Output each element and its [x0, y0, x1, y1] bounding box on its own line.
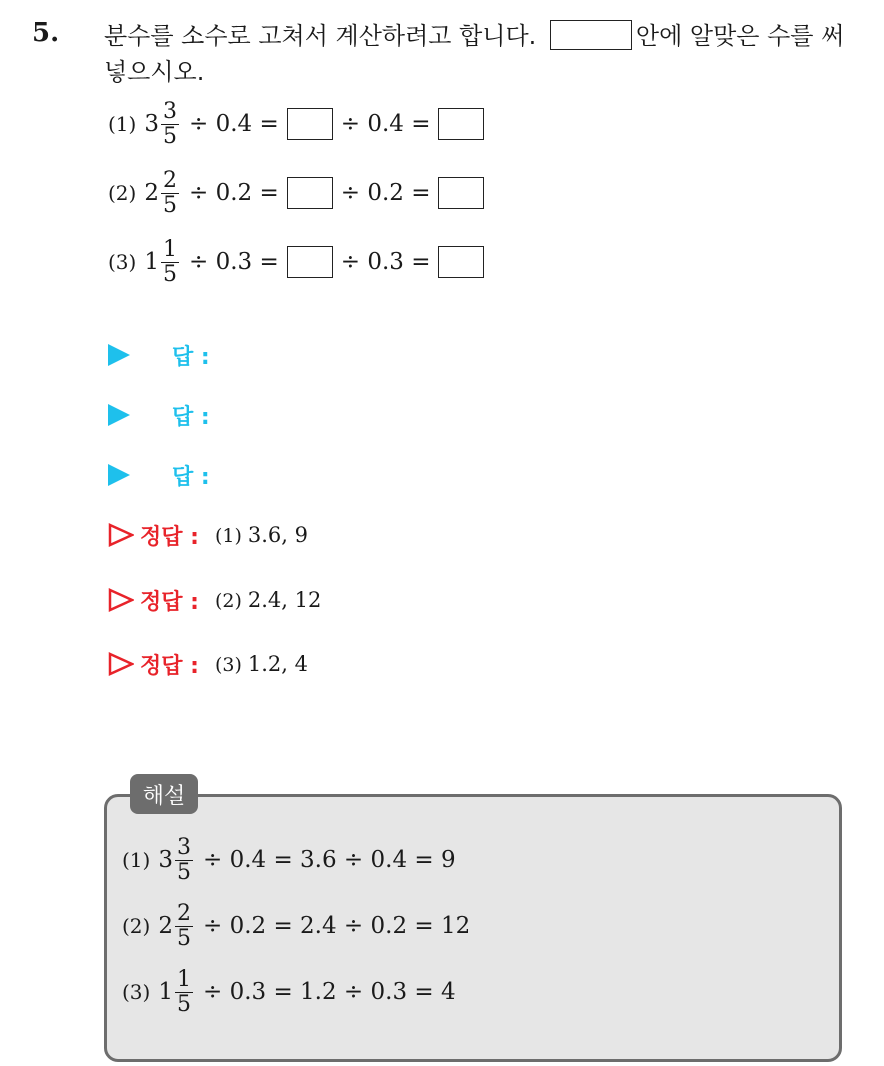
operation-text: ÷ 0.3 = — [340, 249, 431, 275]
problem-label: (2) — [108, 181, 137, 205]
problem-label: (1) — [108, 112, 137, 136]
fraction-numerator: 2 — [162, 167, 177, 193]
answer-key-part: (2) — [214, 590, 242, 612]
fraction-numerator: 3 — [162, 98, 177, 124]
answer-key-value — [215, 523, 308, 547]
answer-line-2 — [108, 400, 210, 430]
answer-label: 답 : — [172, 404, 210, 430]
answer-key-row-2 — [108, 583, 321, 617]
explanation-label: (2) — [122, 914, 151, 938]
explanation-equation: ÷ 0.3 = 1.2 ÷ 0.3 = 4 — [202, 979, 456, 1005]
triangle-marker-icon — [108, 344, 130, 366]
explanation-label: (3) — [122, 980, 151, 1004]
answer-key-row-1 — [108, 518, 308, 552]
fraction-denominator: 5 — [176, 991, 191, 1017]
answer-key-label: 정답 : — [140, 653, 199, 679]
answer-label: 답 : — [172, 344, 210, 370]
mixed-whole: 3 — [144, 111, 159, 137]
operation-text: ÷ 0.4 = — [340, 111, 431, 137]
mixed-whole: 2 — [158, 913, 173, 939]
question-number: 5. — [32, 18, 60, 48]
answer-key-row-3 — [108, 647, 308, 681]
problem-label: (3) — [108, 250, 137, 274]
explanation-row-3 — [122, 964, 456, 1020]
triangle-marker-icon — [108, 464, 130, 486]
fraction-numerator: 1 — [176, 966, 191, 992]
answer-blank-1[interactable] — [287, 246, 333, 278]
explanation-equation: ÷ 0.2 = 2.4 ÷ 0.2 = 12 — [202, 913, 471, 939]
answer-key-value — [215, 588, 321, 612]
fraction-denominator: 5 — [162, 123, 177, 149]
question-text — [104, 18, 864, 90]
fraction-numerator: 1 — [162, 236, 177, 262]
explanation-row-1 — [122, 832, 456, 888]
answer-line-3 — [108, 460, 210, 490]
answer-key-number: 1.2, 4 — [247, 652, 308, 676]
answer-key-label: 정답 : — [140, 524, 199, 550]
answer-label: 답 : — [172, 464, 210, 490]
fraction-denominator: 5 — [176, 859, 191, 885]
problem-row-1 — [108, 96, 492, 152]
outline-triangle-icon — [108, 523, 134, 547]
problem-row-2 — [108, 165, 492, 221]
triangle-marker-icon — [108, 404, 130, 426]
mixed-whole: 1 — [144, 249, 159, 275]
fraction-numerator: 3 — [176, 834, 191, 860]
outline-triangle-icon — [108, 588, 134, 612]
answer-key-part: (3) — [214, 654, 242, 676]
fraction — [175, 968, 193, 1017]
mixed-whole: 2 — [144, 180, 159, 206]
fraction-denominator: 5 — [162, 261, 177, 287]
blank-box-example — [550, 20, 632, 50]
fraction-denominator: 5 — [176, 925, 191, 951]
explanation-label: (1) — [122, 848, 151, 872]
fraction-denominator: 5 — [162, 192, 177, 218]
question-text-after: 안에 알맞은 수를 써넣으시오. — [104, 22, 845, 86]
fraction — [161, 238, 179, 287]
answer-key-label: 정답 : — [140, 589, 199, 615]
answer-key-part: (1) — [214, 525, 242, 547]
explanation-title: 해설 — [130, 774, 198, 814]
fraction — [161, 169, 179, 218]
answer-line-1 — [108, 340, 210, 370]
operation-text: ÷ 0.2 = — [340, 180, 431, 206]
fraction-numerator: 2 — [176, 900, 191, 926]
mixed-whole: 3 — [158, 847, 173, 873]
explanation-row-2 — [122, 898, 470, 954]
explanation-equation: ÷ 0.4 = 3.6 ÷ 0.4 = 9 — [202, 847, 456, 873]
answer-blank-2[interactable] — [438, 246, 484, 278]
fraction — [175, 836, 193, 885]
operation-text: ÷ 0.4 = — [188, 111, 279, 137]
answer-blank-1[interactable] — [287, 177, 333, 209]
fraction — [175, 902, 193, 951]
answer-key-value — [215, 652, 308, 676]
operation-text: ÷ 0.2 = — [188, 180, 279, 206]
mixed-whole: 1 — [158, 979, 173, 1005]
operation-text: ÷ 0.3 = — [188, 249, 279, 275]
answer-blank-2[interactable] — [438, 177, 484, 209]
fraction — [161, 100, 179, 149]
question-text-before: 분수를 소수로 고쳐서 계산하려고 합니다. — [104, 22, 537, 50]
answer-blank-1[interactable] — [287, 108, 333, 140]
answer-key-number: 2.4, 12 — [247, 588, 322, 612]
outline-triangle-icon — [108, 652, 134, 676]
answer-blank-2[interactable] — [438, 108, 484, 140]
problem-row-3 — [108, 234, 492, 290]
answer-key-number: 3.6, 9 — [247, 523, 308, 547]
